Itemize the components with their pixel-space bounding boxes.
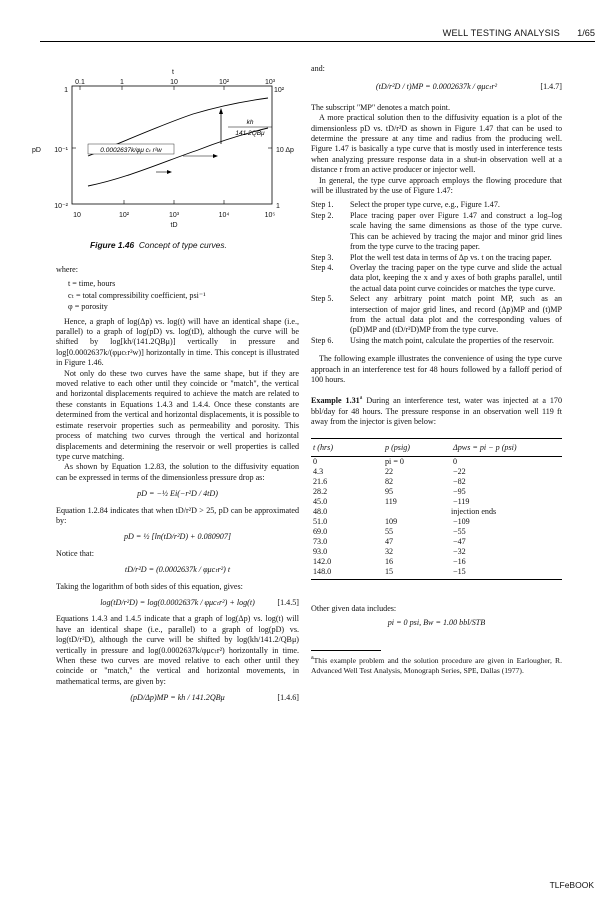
cell-pressure: 15: [385, 566, 394, 576]
paragraph-procedure-intro: In general, the type curve approach employs the flowing procedure that will be illustrated by the use of Figure 1.47:: [311, 175, 562, 196]
example-paragraph: [311, 393, 562, 427]
cell-time: 48.0: [313, 506, 328, 516]
equation-1-4-7-number: [1.4.7]: [540, 82, 562, 92]
equation-log-approx: [56, 532, 299, 542]
cell-time: 148.0: [313, 566, 332, 576]
figure-caption-text: Concept of type curves.: [138, 240, 227, 250]
cell-pressure: 109: [385, 516, 398, 526]
paragraph-practical-solution: A more practical solution then to the diffusivity equation is a plot of the dimensionless pD vs. tD/r²D as shown in Figure 1.47 that can be used to determine the pressure at any time and radius from the producing well. Figure 1.47 is basically a type curve that is mostly used in interference tests when analyzing pressure response data in a shut-in observation well at a distance r from an active producer or injector well.: [311, 113, 562, 175]
table-row: [311, 456, 562, 467]
top-axis-label: t: [172, 69, 174, 76]
cell-time: 45.0: [313, 496, 328, 506]
cell-delta-p: −119: [453, 496, 470, 506]
cell-pressure: 16: [385, 556, 394, 566]
right-tick-2: 10 Δp: [276, 147, 294, 154]
step-1-text: Select the proper type curve, e.g., Figure 1.47.: [350, 200, 500, 210]
and-label: and:: [311, 64, 325, 73]
step-2-text: Place tracing paper over Figure 1.47 and construct a log–log scale having the same dimensions as those of the type curve. This can be achieved by tracing the major and minor grid lines from the type curve to the tracing paper.: [350, 210, 562, 252]
step-1-label: Step 1.: [311, 200, 334, 210]
vertical-shift-den: 141.2QBμ: [235, 130, 265, 137]
cell-delta-p: −47: [453, 536, 466, 546]
variable-definitions: [68, 279, 299, 312]
equation-log-approx-text: pD = ½ [ln(tD/r²D) + 0.080907]: [123, 532, 232, 542]
left-tick-3: 10⁻²: [54, 203, 68, 210]
table-row: [311, 477, 562, 487]
pressure-response-table: [311, 438, 562, 580]
vertical-shift-num: kh: [246, 119, 254, 126]
cell-time: 93.0: [313, 546, 328, 556]
bottom-tick-4: 10⁴: [218, 212, 230, 219]
cell-pressure: 47: [385, 536, 394, 546]
step-4: [311, 263, 562, 294]
footnote-text: This example problem and the solution procedure are given in Earlougher, R. Advanced Well Test Analysis, Monograph Series, SPE, Dallas (1977).: [311, 656, 562, 676]
definition-t: t = time, hours: [68, 279, 116, 289]
equation-1-4-6-text: (pD/Δp)MP = kh / 141.2QBμ: [130, 693, 225, 703]
left-axis-label: pD: [32, 147, 41, 154]
cell-delta-p: −109: [453, 516, 470, 526]
cell-time: 4.3: [313, 466, 324, 476]
bottom-tick-3: 10³: [168, 212, 180, 219]
definition-ct: cₜ = total compressibility coefficient, psi⁻¹: [68, 290, 206, 300]
cell-delta-p: −55: [453, 526, 466, 536]
cell-time: 51.0: [313, 516, 328, 526]
table-row: [311, 497, 562, 507]
table-row: [311, 467, 562, 477]
footnote: [311, 653, 562, 676]
equation-1-4-5: [56, 598, 299, 608]
top-tick-5: 10³: [264, 79, 276, 86]
equation-ei: [56, 489, 299, 499]
cell-delta-p: −15: [453, 566, 466, 576]
table-row: [311, 537, 562, 547]
step-3: [311, 253, 562, 263]
table-row: [311, 547, 562, 557]
procedure-steps: [311, 200, 562, 346]
step-2-label: Step 2.: [311, 210, 334, 220]
bottom-axis-label: tD: [170, 222, 178, 229]
step-1: [311, 200, 562, 210]
cell-time: 0: [313, 456, 318, 466]
footnote-rule: [311, 650, 381, 651]
bottom-tick-2: 10²: [118, 212, 130, 219]
step-3-label: Step 3.: [311, 252, 334, 262]
left-tick-2: 10⁻¹: [54, 147, 68, 154]
equation-1-4-7: [311, 82, 562, 92]
paragraph-logarithm: Taking the logarithm of both sides of this equation, gives:: [56, 581, 243, 591]
equation-1-4-6: [56, 693, 299, 703]
paragraph-approximation: Equation 1.2.84 indicates that when tD/r²D > 25, pD can be approximated by:: [56, 505, 299, 525]
step-2: [311, 211, 562, 253]
paragraph-type-curve-matching: Not only do these two curves have the same shape, but if they are moved relative to each other until they coincide or "match", the vertical and horizontal displacements required to achieve the match are related to these constants in Equations 1.4.3 and 1.4.4. Once these constants are determined from the vertical and horizontal displacements, it is possible to estimate reservoir properties such as permeability and porosity. This process of matching two curves through the vertical and horizontal displacements and determining the reservoir or well properties is called type curve matching.: [56, 368, 299, 461]
col-header-time: t (hrs): [311, 443, 383, 457]
cell-time: 69.0: [313, 526, 328, 536]
equation-ei-text: pD = −½ Ei(−r²D / 4tD): [137, 489, 218, 499]
paragraph-match-movements: Equations 1.4.3 and 1.4.5 indicate that a graph of log(Δp) vs. log(t) will have an identical shape (i.e., parallel) to a graph of log(pD) vs. log(tD/r²D), although the curve will be shifted by log(kh/141.2/QBμ) vertically in pressure and log(0.0002637k/φμcₜr²) horizontally in time. When these two curves are moved relative to each other until they coincide or "match," the vertical and horizontal movements, in mathematical terms, are given by:: [56, 614, 299, 686]
step-6-text: Using the match point, calculate the properties of the reservoir.: [350, 335, 554, 345]
col-header-pressure: p (psig): [383, 443, 451, 457]
table-row: [311, 517, 562, 527]
cell-time: 28.2: [313, 486, 328, 496]
page-number: 1/65: [577, 28, 595, 38]
table-row: [311, 567, 562, 577]
horizontal-shift-label: 0.0002637k/φμ cₜ r²w: [100, 147, 162, 154]
cell-time: 21.6: [313, 476, 328, 486]
equation-1-4-5-number: [1.4.5]: [277, 597, 299, 607]
top-tick-4: 10²: [218, 79, 230, 86]
example-label: Example 1.31: [311, 396, 360, 406]
cell-pressure: pi = 0: [385, 456, 404, 466]
cell-delta-p: −95: [453, 486, 466, 496]
step-5-text: Select any arbitrary point match point MP, such as an intersection of major grid lines, and record (Δp)MP and (t)MP from the actual data plot and the corresponding values of (pD)MP and (tD/r²D)MP from the type curve.: [350, 294, 562, 335]
cell-delta-p: −22: [453, 466, 466, 476]
paragraph-example-intro: The following example illustrates the convenience of using the type curve approach in an interference test for 48 hours followed by a falloff period of 100 hours.: [311, 354, 562, 384]
left-column: [56, 265, 299, 710]
equation-1-4-7-text: (tD/r²D / t)MP = 0.0002637k / φμcₜr²: [375, 82, 498, 92]
given-data: [311, 618, 562, 628]
top-tick-3: 10: [170, 79, 178, 86]
other-data-label: Other given data includes:: [311, 603, 397, 613]
cell-pressure: 95: [385, 486, 394, 496]
step-4-label: Step 4.: [311, 262, 334, 272]
where-label: where:: [56, 265, 79, 274]
bottom-tick-1: 10: [73, 212, 81, 219]
paragraph-diffusivity-solution: As shown by Equation 1.2.83, the solution to the diffusivity equation can be expressed in terms of the dimensionless pressure drop as:: [56, 462, 299, 482]
step-6: [311, 336, 562, 346]
cell-pressure: [383, 507, 451, 517]
cell-delta-p: −16: [453, 556, 466, 566]
cell-delta-p: 0: [453, 456, 458, 466]
figure-caption-number: Figure 1.46: [90, 240, 135, 250]
right-column: [311, 64, 562, 676]
step-3-text: Plot the well test data in terms of Δp vs. t on the tracing paper.: [350, 252, 552, 262]
top-tick-1: 0.1: [75, 79, 85, 86]
cell-delta-p: injection ends: [451, 506, 497, 516]
example-sup: a: [359, 395, 363, 402]
right-tick-3: 1: [276, 203, 280, 210]
equation-1-4-5-text: log(tD/r²D) = log(0.0002637k / φμcₜr²) + log(t): [100, 597, 255, 607]
cell-delta-p: −32: [453, 546, 466, 556]
cell-delta-p: −82: [453, 476, 466, 486]
table-row: [311, 507, 562, 517]
given-data-text: pi = 0 psi, Bw = 1.00 bbl/STB: [387, 618, 486, 627]
figure-1-46: [28, 68, 308, 238]
table-row: [311, 487, 562, 497]
table-row: [311, 557, 562, 567]
step-5: [311, 294, 562, 336]
right-tick-1: 10²: [274, 87, 285, 94]
definition-phi: φ = porosity: [68, 302, 108, 312]
cell-pressure: 22: [385, 466, 394, 476]
header-rule: [40, 41, 595, 42]
cell-pressure: 82: [385, 476, 394, 486]
step-4-text: Overlay the tracing paper on the type curve and slide the actual data plot, keeping the x and y axes of both graphs parallel, until the actual data point curve coincides or matches the type curve.: [350, 262, 562, 293]
running-title: WELL TESTING ANALYSIS: [442, 28, 560, 38]
table-header-row: [311, 443, 562, 457]
footer-watermark: TLFeBOOK: [549, 879, 594, 890]
notice-label: Notice that:: [56, 548, 94, 558]
equation-1-4-6-number: [1.4.6]: [277, 693, 299, 703]
step-5-label: Step 5.: [311, 294, 334, 304]
cell-time: 73.0: [313, 536, 328, 546]
equation-td-rd-text: tD/r²D = (0.0002637k / φμcₜr²) t: [124, 565, 231, 575]
left-tick-1: 1: [64, 87, 68, 94]
paragraph-match-point: The subscript "MP" denotes a match point.: [311, 102, 451, 112]
equation-td-rd: [56, 565, 299, 575]
paragraph-identical-shape: Hence, a graph of log(Δp) vs. log(t) will have an identical shape (i.e., parallel) to a graph of log(pD) vs. log(tD), although the curve will be shifted by log[kh/(141.2QBμ)] vertically in pressure and log[0.0002637k/(φμcₜr²w)] horizontally in time. This concept is illustrated in Figure 1.46.: [56, 316, 299, 368]
example-text: During an interference test, water was injected at a 170 bbl/day for 48 hours. The pressure response in an observation well 119 ft away from the injector is given below:: [311, 396, 563, 427]
running-header: [0, 28, 604, 42]
cell-pressure: 55: [385, 526, 394, 536]
table-row: [311, 527, 562, 537]
cell-pressure: 32: [385, 546, 394, 556]
top-tick-2: 1: [120, 79, 124, 86]
col-header-delta-p: Δpws = pi − p (psi): [451, 443, 562, 457]
figure-caption: [90, 240, 227, 250]
bottom-tick-5: 10⁵: [264, 212, 276, 219]
cell-time: 142.0: [313, 556, 332, 566]
step-6-label: Step 6.: [311, 335, 334, 345]
cell-pressure: 119: [385, 496, 397, 506]
footnote-sup: a: [311, 655, 314, 662]
